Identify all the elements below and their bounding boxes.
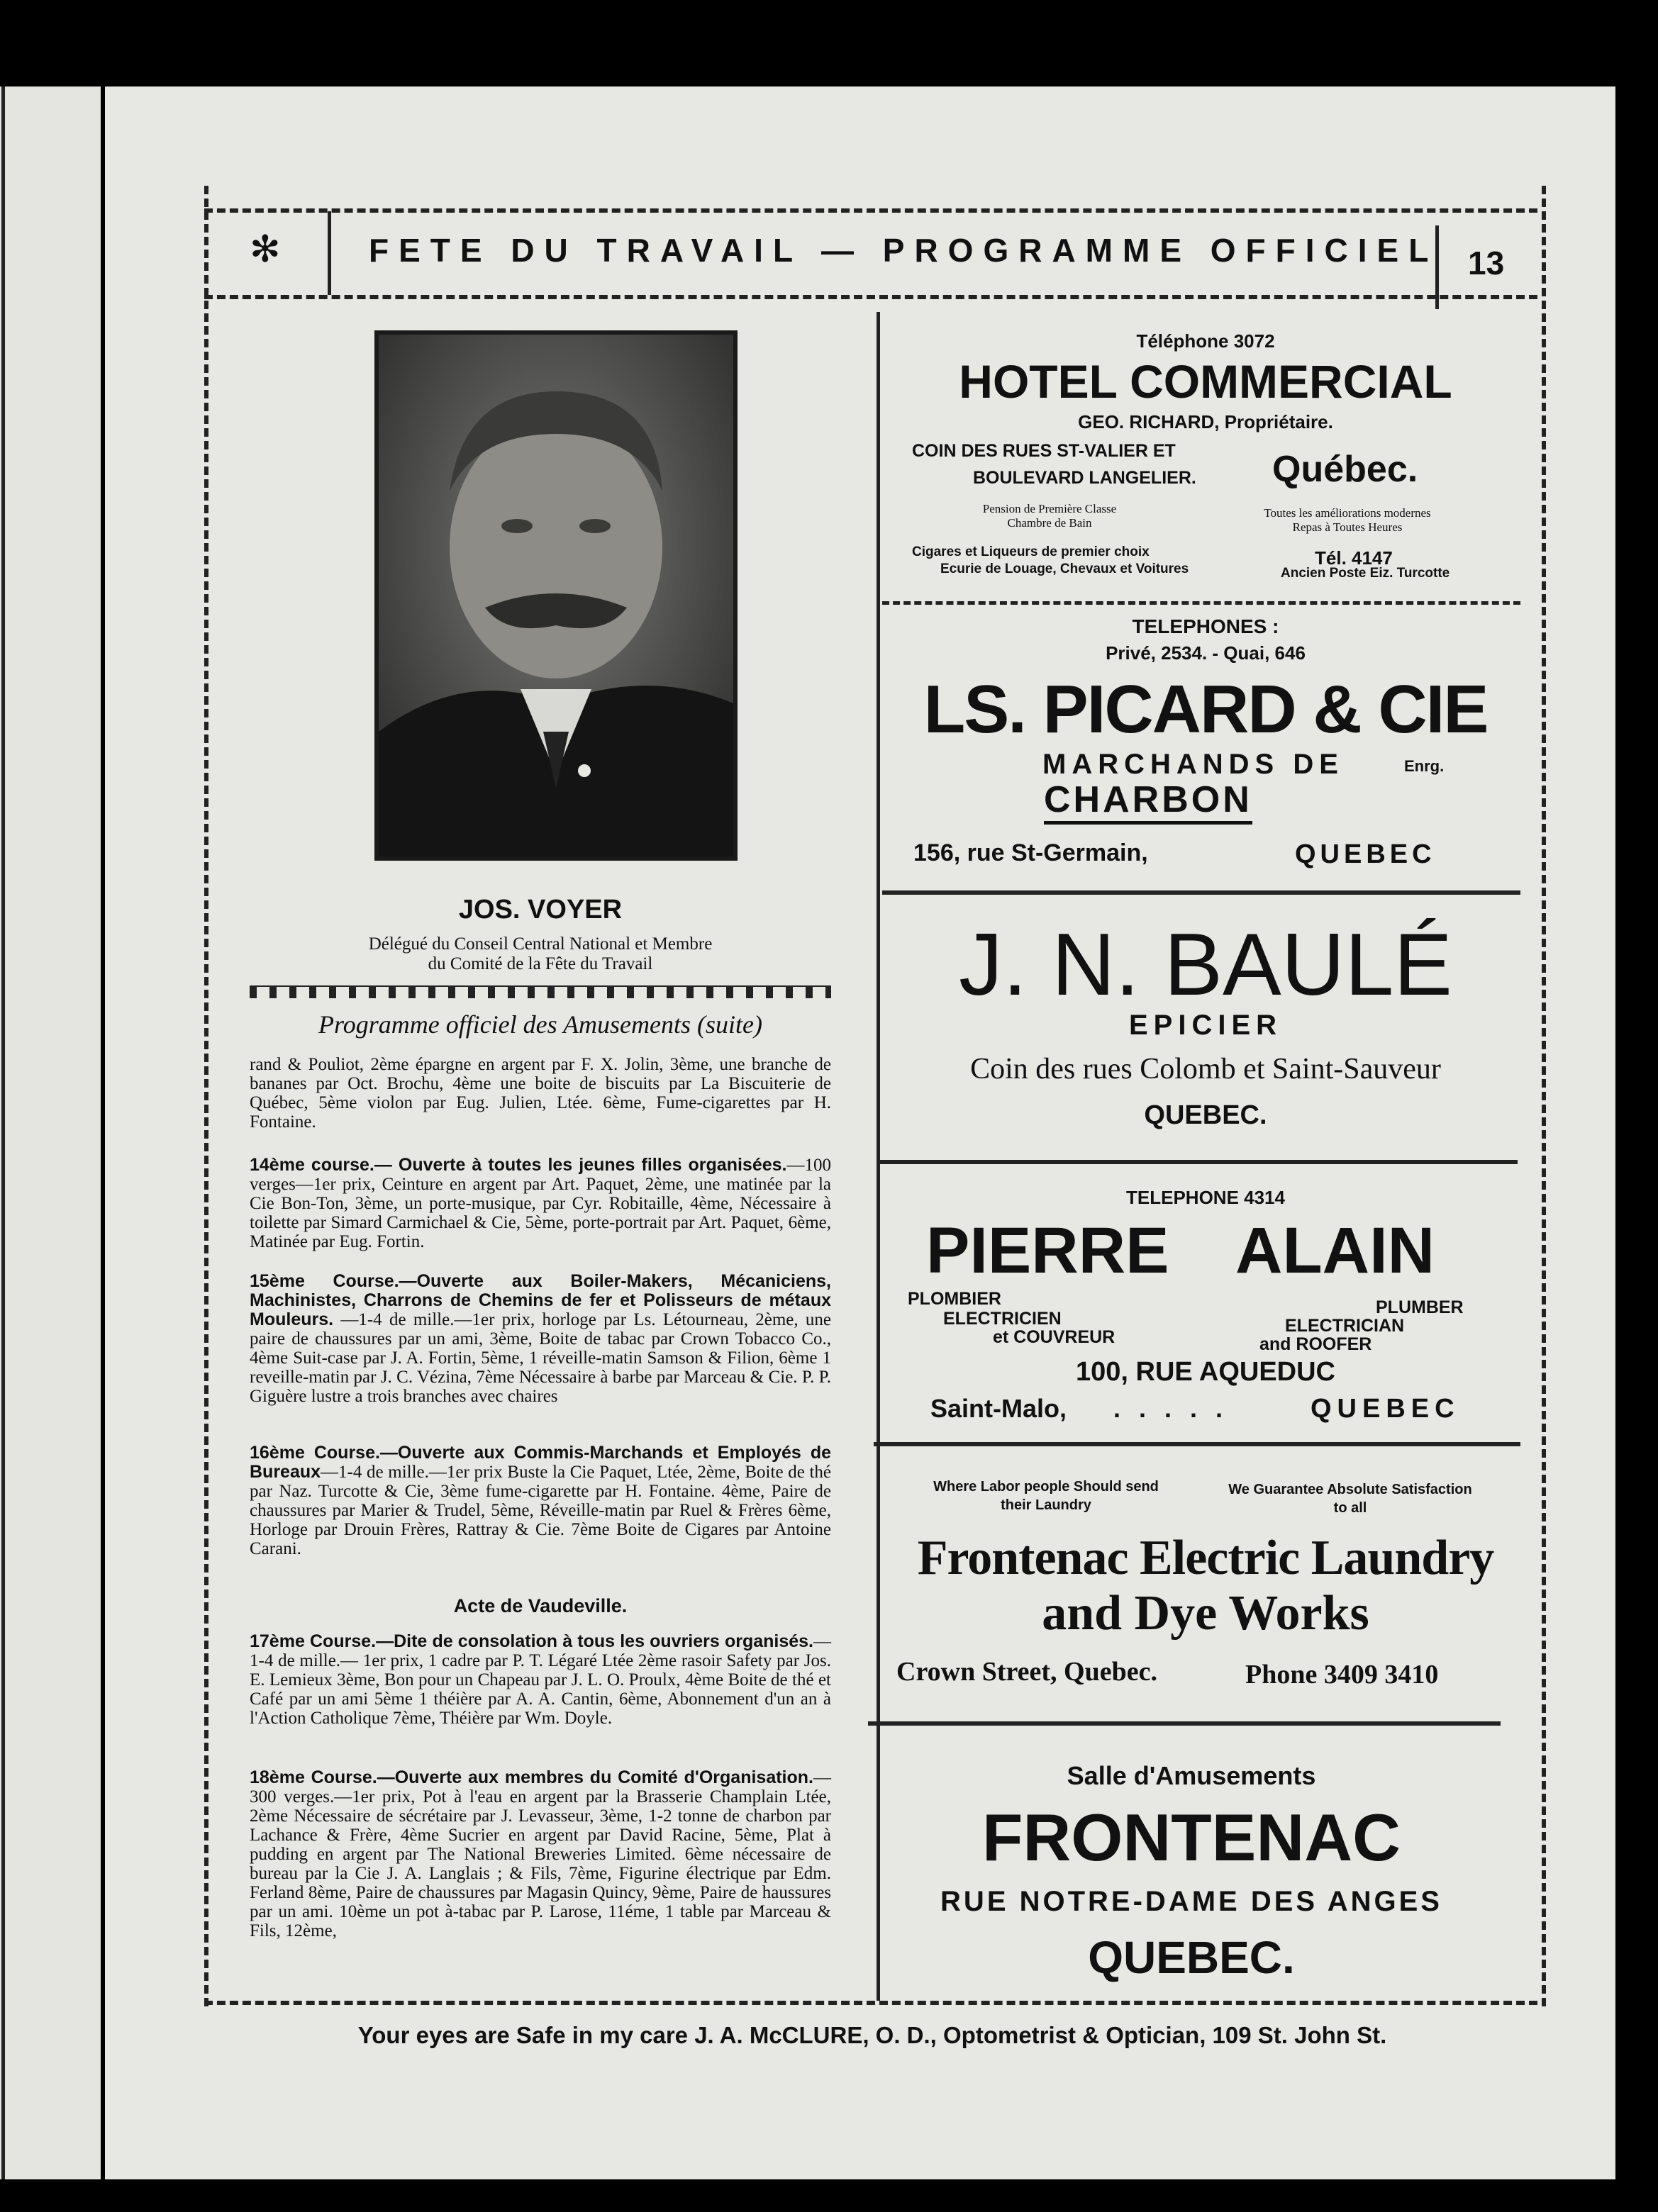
hotel-feature-1a: Pension de Première Classe bbox=[982, 502, 1117, 515]
alain-district: Saint-Malo, bbox=[930, 1394, 1067, 1423]
course-15-title: 15ème Course.—Ouverte aux Boiler-Makers, Mécaniciens, Machinistes, Charrons de Chemins de fer et Polisseurs de métaux Mouleurs. bbox=[250, 1271, 831, 1329]
portrait-caption-line2: du Comité de la Fête du Travail bbox=[428, 954, 653, 973]
border-top bbox=[204, 208, 1537, 213]
alain-left-line1: PLOMBIER bbox=[908, 1289, 1001, 1309]
hotel-address-line1: COIN DES RUES ST-VALIER ET bbox=[912, 441, 1176, 461]
alain-left-line3: et COUVREUR bbox=[993, 1327, 1115, 1347]
alain-city: QUEBEC bbox=[1311, 1394, 1460, 1424]
course-15 bbox=[250, 1272, 831, 1406]
ad-divider-5 bbox=[868, 1721, 1501, 1726]
alain-right-line2: ELECTRICIAN bbox=[1285, 1316, 1405, 1336]
frontenac-city: QUEBEC. bbox=[1088, 1932, 1295, 1983]
alain-dots: . . . . . bbox=[1113, 1394, 1229, 1423]
header-ornament: ✻ bbox=[250, 228, 281, 271]
portrait-caption-line1: Délégué du Conseil Central National et Membre bbox=[368, 934, 713, 954]
laundry-tag-right-line2: to all bbox=[1333, 1500, 1367, 1516]
course-18 bbox=[250, 1768, 831, 1940]
hotel-tel: Tél. 4147 bbox=[1315, 547, 1393, 569]
footer-advertisement: Your eyes are Safe in my care J. A. McCLURE, O. D., Optometrist & Optician, 109 St. John St. bbox=[357, 2022, 1387, 2048]
picard-address: 156, rue St-Germain, bbox=[913, 839, 1148, 866]
course-16-text: —1-4 de mille.—1er prix Buste la Cie Paquet, Ltée, 2ème, Boite de thé par Naz. Turcotte & Cie, 3ème fume-cigarette par H. Fontaine. 4ème, Paire de chaussures par Marier & Trudel, 5ème, Réveille-matin par Ruel & Frères 6ème, Horloge par Drouin Frères, Rattray & Cie. 7ème Boite de Cigares par Antoine Carani. bbox=[250, 1463, 831, 1558]
alain-phone: TELEPHONE 4314 bbox=[1126, 1187, 1285, 1208]
hotel-phone: Téléphone 3072 bbox=[1136, 330, 1275, 352]
alain-left-line2: ELECTRICIEN bbox=[943, 1309, 1062, 1329]
hotel-feature-1b: Chambre de Bain bbox=[1007, 516, 1092, 530]
header-rule bbox=[204, 295, 1537, 299]
hotel-name: HOTEL COMMERCIAL bbox=[959, 355, 1452, 408]
baule-city: QUEBEC. bbox=[1144, 1100, 1267, 1130]
border-bottom bbox=[204, 2001, 1537, 2005]
alain-right-line1: PLUMBER bbox=[1376, 1297, 1464, 1317]
course-16 bbox=[250, 1443, 831, 1558]
course-16-title: 16ème Course.—Ouverte aux Commis-Marchands et Employés de Bureaux bbox=[250, 1443, 831, 1482]
course-14-text: —100 verges—1er prix, Ceinture en argent par Art. Paquet, 2ème, une matinée par la Cie Bon-Ton, 3ème, un porte-musique, par Cyr. Robitaille, 4ème, Nécessaire à toilette par Simard Carmichael & Cie, 5ème, porte-portrait par Art. Paquet, 6ème, Matinée par Eug. Fortin. bbox=[250, 1156, 831, 1251]
course-18-text: —300 verges.—1er prix, Pot à l'eau en argent par la Brasserie Champlain Ltée, 2ème Nécessaire de sécrétaire par J. Levasseur, 3ème, 1-2 tonne de charbon par Lachance & Frère, 4ème Sucrier en argent par David Racine, 5ème, Plat à pudding en argent par The National Breweries Limited. 6ème nécessaire de bureau par la Cie J. A. Langlais ; & Fils, 7ème, Figurine électrique par Edm. Ferland 8ème, Paire de chaussures par Magasin Quincy, 9ème, Paire de haussures par un ami. 10ème un pot à-tabac par P. Larose, 11éme, 1 table par Marceau & Fils, 12ème, bbox=[250, 1768, 831, 1940]
alain-last-name: ALAIN bbox=[1235, 1214, 1435, 1287]
ad-divider-3 bbox=[877, 1160, 1518, 1164]
alain-address: 100, RUE AQUEDUC bbox=[1075, 1357, 1335, 1387]
laundry-phone: Phone 3409 3410 bbox=[1245, 1660, 1439, 1689]
portrait-photo bbox=[374, 330, 738, 861]
programme-intro: rand & Pouliot, 2ème épargne en argent par F. X. Jolin, 3ème, une branche de bananes par Oct. Brochu, 4ème une boite de biscuits par La Biscuiterie de Québec, 5ème violon par Eug. Julien, Ltée. 6ème, Fume-cigarettes par H. Fontaine. bbox=[250, 1055, 831, 1132]
frontenac-label: Salle d'Amusements bbox=[1067, 1761, 1316, 1790]
page-title: FETE DU TRAVAIL — PROGRAMME OFFICIEL bbox=[369, 232, 1439, 269]
hotel-feature-2a: Toutes les améliorations modernes bbox=[1264, 506, 1431, 520]
baule-address: Coin des rues Colomb et Saint-Sauveur bbox=[970, 1053, 1441, 1085]
picard-trade-line1: MARCHANDS DE bbox=[1042, 749, 1344, 780]
hotel-city: Québec. bbox=[1272, 449, 1418, 490]
page-number: 13 bbox=[1468, 245, 1505, 281]
frontenac-street: RUE NOTRE-DAME DES ANGES bbox=[940, 1886, 1442, 1917]
hotel-address-line2: BOULEVARD LANGELIER. bbox=[973, 468, 1196, 488]
frontenac-name: FRONTENAC bbox=[981, 1800, 1401, 1875]
programme-heading: Programme officiel des Amusements (suite) bbox=[318, 1010, 762, 1039]
course-17 bbox=[250, 1632, 831, 1728]
course-15-text: —1-4 de mille.—1er prix, horloge par Ls. Létourneau, 2ème, une paire de chaussures par un ami, 3ème, Boite de tabac par Crown Tobacco Co., 4ème Suit-case par J. A. Fortin, 5ème, 1 réveille-matin Samson & Filion, 6ème 1 reveille-matin par J. C. Vézina, 7ème Nécessaire à barbe par Marceau & Cie. P. P. Giguère lustre a trois branches avec chaires bbox=[250, 1310, 831, 1406]
picard-phones: Privé, 2534. - Quai, 646 bbox=[1106, 642, 1306, 664]
hotel-owner: GEO. RICHARD, Propriétaire. bbox=[1078, 411, 1333, 432]
ad-divider-1 bbox=[882, 601, 1520, 605]
alain-right-line3: and ROOFER bbox=[1259, 1334, 1372, 1354]
column-divider bbox=[877, 312, 880, 2001]
ornamental-divider bbox=[250, 985, 831, 998]
hotel-feature-2b: Repas à Toutes Heures bbox=[1292, 520, 1403, 534]
laundry-name-line1: Frontenac Electric Laundry bbox=[917, 1531, 1494, 1585]
course-17-text: —1-4 de mille.— 1er prix, 1 cadre par P. T. Légaré Ltée 2ème rasoir Safety par Jos. E. Lemieux 3ème, Bon pour un Chapeau par J. L. O. Proulx, 4ème Boite de thé et Café par un ami 5ème 1 théière par A. A. Cantin, 6ème, Abonnement d'un an à l'Action Catholique 7ème, Théière par Wm. Doyle. bbox=[250, 1632, 831, 1728]
laundry-name-line2: and Dye Works bbox=[1042, 1586, 1369, 1641]
laundry-tag-left-line2: their Laundry bbox=[1001, 1497, 1091, 1513]
course-17-title: 17ème Course.—Dite de consolation à tous les ouvriers organisés. bbox=[250, 1631, 813, 1651]
picard-trade-line2: CHARBON bbox=[1044, 778, 1252, 825]
hotel-feature-3a: Cigares et Liqueurs de premier choix bbox=[912, 544, 1150, 559]
ad-divider-2 bbox=[882, 890, 1520, 895]
ad-divider-4 bbox=[874, 1442, 1520, 1446]
baule-name: J. N. BAULÉ bbox=[959, 916, 1452, 1014]
course-14-title: 14ème course.— Ouverte à toutes les jeunes filles organisées. bbox=[250, 1155, 787, 1175]
header-divider-left bbox=[328, 211, 331, 295]
picard-city: QUEBEC bbox=[1295, 839, 1436, 869]
laundry-tag-right-line1: We Guarantee Absolute Satisfaction bbox=[1228, 1482, 1472, 1497]
course-14 bbox=[250, 1156, 831, 1251]
picard-name: LS. PICARD & CIE bbox=[923, 671, 1488, 747]
laundry-address: Crown Street, Quebec. bbox=[896, 1657, 1157, 1687]
alain-first-name: PIERRE bbox=[926, 1214, 1169, 1287]
hotel-feature-3b: Ecurie de Louage, Chevaux et Voitures bbox=[940, 562, 1189, 576]
picard-phones-label: TELEPHONES : bbox=[1132, 615, 1279, 637]
picard-enrg: Enrg. bbox=[1404, 757, 1445, 775]
course-18-title: 18ème Course.—Ouverte aux membres du Comité d'Organisation. bbox=[250, 1767, 813, 1787]
hotel-former-name: Ancien Poste Eiz. Turcotte bbox=[1281, 566, 1450, 581]
baule-trade: EPICIER bbox=[1128, 1010, 1283, 1041]
laundry-tag-left-line1: Where Labor people Should send bbox=[933, 1479, 1159, 1495]
previous-page-edge bbox=[0, 86, 101, 2179]
vaudeville-heading: Acte de Vaudeville. bbox=[453, 1595, 628, 1616]
portrait-name: JOS. VOYER bbox=[458, 895, 623, 925]
